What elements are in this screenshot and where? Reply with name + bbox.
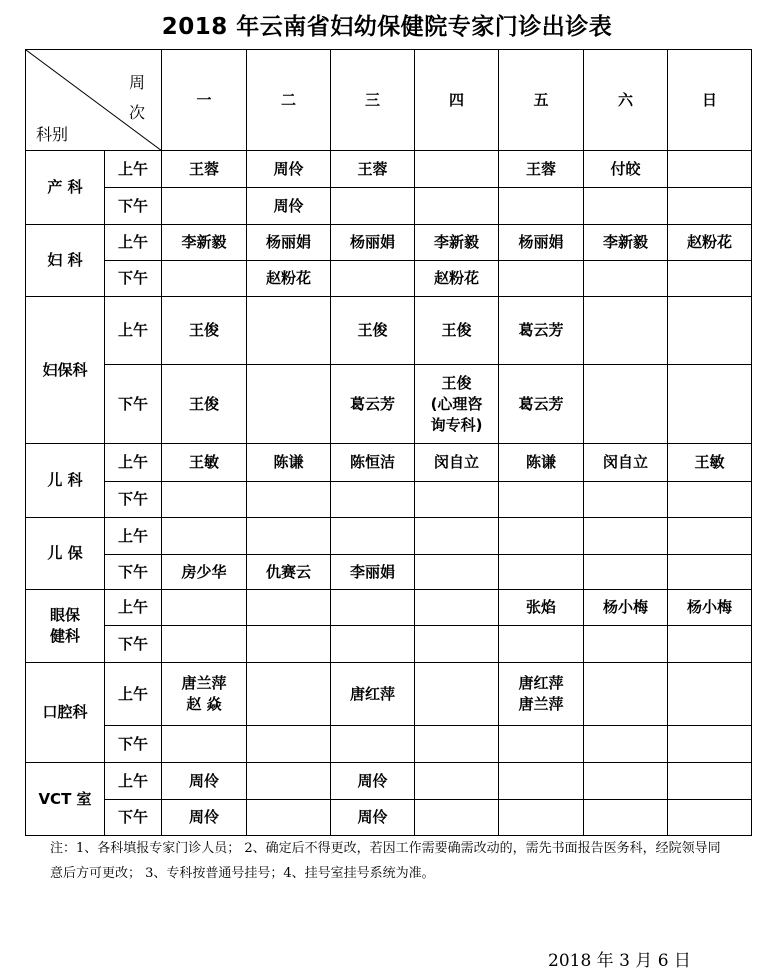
- doctor-cell: 周伶: [331, 763, 415, 800]
- doctor-cell: 王俊: [331, 297, 415, 365]
- doctor-cell: [331, 518, 415, 555]
- schedule-row: [26, 482, 752, 518]
- period-cell: 上午: [105, 663, 162, 726]
- doctor-cell: 杨小梅: [584, 590, 668, 626]
- doctor-cell: [668, 297, 752, 365]
- doctor-cell: [331, 261, 415, 297]
- doctor-cell: [247, 663, 331, 726]
- schedule-row: [26, 365, 752, 444]
- doctor-cell: [499, 763, 584, 800]
- footnote: 注：1、各科填报专家门诊人员； 2、确定后不得更改，若因工作需要确需改动的，需先书面报告医务科，经院领导同意后方可更改； 3、专科按普通号挂号；4、挂号室挂号系统为准。: [50, 841, 721, 881]
- department-cell: 产 科: [26, 151, 105, 225]
- doctor-cell: [499, 261, 584, 297]
- doctor-cell: [584, 663, 668, 726]
- doctor-cell: [247, 482, 331, 518]
- doctor-cell: [415, 188, 499, 225]
- doctor-cell: [668, 151, 752, 188]
- department-cell: 口腔科: [26, 663, 105, 763]
- doctor-cell: 李新毅: [584, 225, 668, 261]
- doctor-cell: [668, 763, 752, 800]
- doctor-cell: [247, 590, 331, 626]
- doctor-cell: [331, 726, 415, 763]
- doctor-cell: [499, 626, 584, 663]
- doctor-cell: 仇赛云: [247, 555, 331, 590]
- doctor-cell: 杨丽娟: [247, 225, 331, 261]
- doctor-cell: [584, 555, 668, 590]
- doctor-cell: 王敏: [668, 444, 752, 482]
- doctor-cell: [499, 555, 584, 590]
- doctor-cell: [584, 726, 668, 763]
- schedule-row: [26, 518, 752, 555]
- doctor-cell: 王俊: [162, 297, 247, 365]
- period-cell: 上午: [105, 763, 162, 800]
- doctor-cell: 付皎: [584, 151, 668, 188]
- schedule-row: [26, 726, 752, 763]
- schedule-row: [26, 297, 752, 365]
- period-cell: 上午: [105, 297, 162, 365]
- schedule-row: [26, 800, 752, 836]
- doctor-cell: [499, 518, 584, 555]
- doctor-cell: [415, 763, 499, 800]
- doctor-cell: 王蓉: [331, 151, 415, 188]
- doctor-cell: [668, 726, 752, 763]
- corner-header-cell: [26, 50, 162, 151]
- period-cell: 下午: [105, 261, 162, 297]
- schedule-row: [26, 626, 752, 663]
- doctor-cell: 赵粉花: [668, 225, 752, 261]
- doctor-cell: 唐红萍 唐兰萍: [499, 663, 584, 726]
- day-header-thu: 四: [415, 50, 499, 151]
- doctor-cell: [415, 726, 499, 763]
- doctor-cell: 葛云芳: [499, 365, 584, 444]
- doctor-cell: [584, 626, 668, 663]
- day-header-sat: 六: [584, 50, 668, 151]
- doctor-cell: [162, 482, 247, 518]
- doctor-cell: 杨小梅: [668, 590, 752, 626]
- doctor-cell: 闵自立: [415, 444, 499, 482]
- doctor-cell: [331, 188, 415, 225]
- period-cell: 下午: [105, 482, 162, 518]
- doctor-cell: [499, 726, 584, 763]
- doctor-cell: 王蓉: [499, 151, 584, 188]
- doctor-cell: 唐兰萍 赵 焱: [162, 663, 247, 726]
- doctor-cell: [247, 726, 331, 763]
- doctor-cell: [162, 726, 247, 763]
- doctor-cell: [584, 188, 668, 225]
- day-header-mon: 一: [162, 50, 247, 151]
- day-header-sun: 日: [668, 50, 752, 151]
- period-cell: 上午: [105, 225, 162, 261]
- doctor-cell: [415, 555, 499, 590]
- doctor-cell: 房少华: [162, 555, 247, 590]
- corner-dept-label: 科别: [36, 124, 69, 144]
- doctor-cell: [162, 626, 247, 663]
- doctor-cell: 王敏: [162, 444, 247, 482]
- doctor-cell: [499, 482, 584, 518]
- schedule-row: [26, 444, 752, 482]
- doctor-cell: [668, 626, 752, 663]
- doctor-cell: 周伶: [162, 763, 247, 800]
- doctor-cell: [162, 261, 247, 297]
- department-cell: 妇保科: [26, 297, 105, 444]
- day-header-tue: 二: [247, 50, 331, 151]
- doctor-cell: 杨丽娟: [499, 225, 584, 261]
- header-row: [26, 50, 752, 151]
- doctor-cell: [247, 800, 331, 836]
- schedule-row: [26, 188, 752, 225]
- doctor-cell: 陈谦: [247, 444, 331, 482]
- period-cell: 下午: [105, 188, 162, 225]
- doctor-cell: 陈谦: [499, 444, 584, 482]
- doctor-cell: [668, 188, 752, 225]
- doctor-cell: 王俊 (心理咨 询专科): [415, 365, 499, 444]
- doctor-cell: [415, 663, 499, 726]
- doctor-cell: 张焰: [499, 590, 584, 626]
- period-cell: 下午: [105, 555, 162, 590]
- day-header-wed: 三: [331, 50, 415, 151]
- period-cell: 下午: [105, 726, 162, 763]
- doctor-cell: [499, 188, 584, 225]
- doctor-cell: 陈恒洁: [331, 444, 415, 482]
- corner-ci-label: 次: [128, 103, 145, 122]
- doctor-cell: [247, 365, 331, 444]
- doctor-cell: 李丽娟: [331, 555, 415, 590]
- period-cell: 上午: [105, 590, 162, 626]
- doctor-cell: [415, 151, 499, 188]
- doctor-cell: 赵粉花: [415, 261, 499, 297]
- doctor-cell: 周伶: [162, 800, 247, 836]
- doctor-cell: [415, 626, 499, 663]
- doctor-cell: [668, 365, 752, 444]
- doctor-cell: 葛云芳: [331, 365, 415, 444]
- department-cell: VCT 室: [26, 763, 105, 836]
- doctor-cell: 周伶: [247, 151, 331, 188]
- doctor-cell: 王俊: [415, 297, 499, 365]
- period-cell: 下午: [105, 800, 162, 836]
- schedule-row: [26, 590, 752, 626]
- doctor-cell: 李新毅: [415, 225, 499, 261]
- doctor-cell: [415, 800, 499, 836]
- doctor-cell: 葛云芳: [499, 297, 584, 365]
- doctor-cell: [668, 800, 752, 836]
- doctor-cell: [247, 297, 331, 365]
- department-cell: 眼保 健科: [26, 590, 105, 663]
- doctor-cell: [331, 590, 415, 626]
- doctor-cell: 闵自立: [584, 444, 668, 482]
- corner-week-label: 周: [128, 73, 145, 92]
- doctor-cell: [668, 555, 752, 590]
- doctor-cell: [247, 626, 331, 663]
- department-cell: 儿 保: [26, 518, 105, 590]
- doctor-cell: [584, 518, 668, 555]
- period-cell: 上午: [105, 518, 162, 555]
- period-cell: 下午: [105, 626, 162, 663]
- department-cell: 妇 科: [26, 225, 105, 297]
- doctor-cell: [584, 800, 668, 836]
- doctor-cell: [584, 482, 668, 518]
- doctor-cell: 周伶: [331, 800, 415, 836]
- doctor-cell: [162, 188, 247, 225]
- doctor-cell: [584, 365, 668, 444]
- issue-date: 2018 年 3 月 6 日: [548, 951, 691, 971]
- doctor-cell: 王蓉: [162, 151, 247, 188]
- schedule-table: [25, 49, 752, 836]
- doctor-cell: [668, 482, 752, 518]
- doctor-cell: 李新毅: [162, 225, 247, 261]
- doctor-cell: [668, 663, 752, 726]
- schedule-row: [26, 555, 752, 590]
- schedule-row: [26, 261, 752, 297]
- doctor-cell: [415, 590, 499, 626]
- department-cell: 儿 科: [26, 444, 105, 518]
- doctor-cell: 赵粉花: [247, 261, 331, 297]
- doctor-cell: 杨丽娟: [331, 225, 415, 261]
- doctor-cell: [415, 482, 499, 518]
- doctor-cell: [668, 261, 752, 297]
- doctor-cell: [415, 518, 499, 555]
- period-cell: 上午: [105, 151, 162, 188]
- doctor-cell: [162, 518, 247, 555]
- doctor-cell: [668, 518, 752, 555]
- doctor-cell: 唐红萍: [331, 663, 415, 726]
- doctor-cell: [584, 297, 668, 365]
- page-title: 2018 年云南省妇幼保健院专家门诊出诊表: [161, 14, 613, 40]
- doctor-cell: 周伶: [247, 188, 331, 225]
- doctor-cell: 王俊: [162, 365, 247, 444]
- doctor-cell: [162, 590, 247, 626]
- doctor-cell: [499, 800, 584, 836]
- period-cell: 上午: [105, 444, 162, 482]
- doctor-cell: [584, 261, 668, 297]
- period-cell: 下午: [105, 365, 162, 444]
- doctor-cell: [247, 763, 331, 800]
- schedule-row: [26, 763, 752, 800]
- schedule-row: [26, 225, 752, 261]
- schedule-row: [26, 663, 752, 726]
- doctor-cell: [584, 763, 668, 800]
- day-header-fri: 五: [499, 50, 584, 151]
- doctor-cell: [331, 482, 415, 518]
- schedule-row: [26, 151, 752, 188]
- doctor-cell: [247, 518, 331, 555]
- doctor-cell: [331, 626, 415, 663]
